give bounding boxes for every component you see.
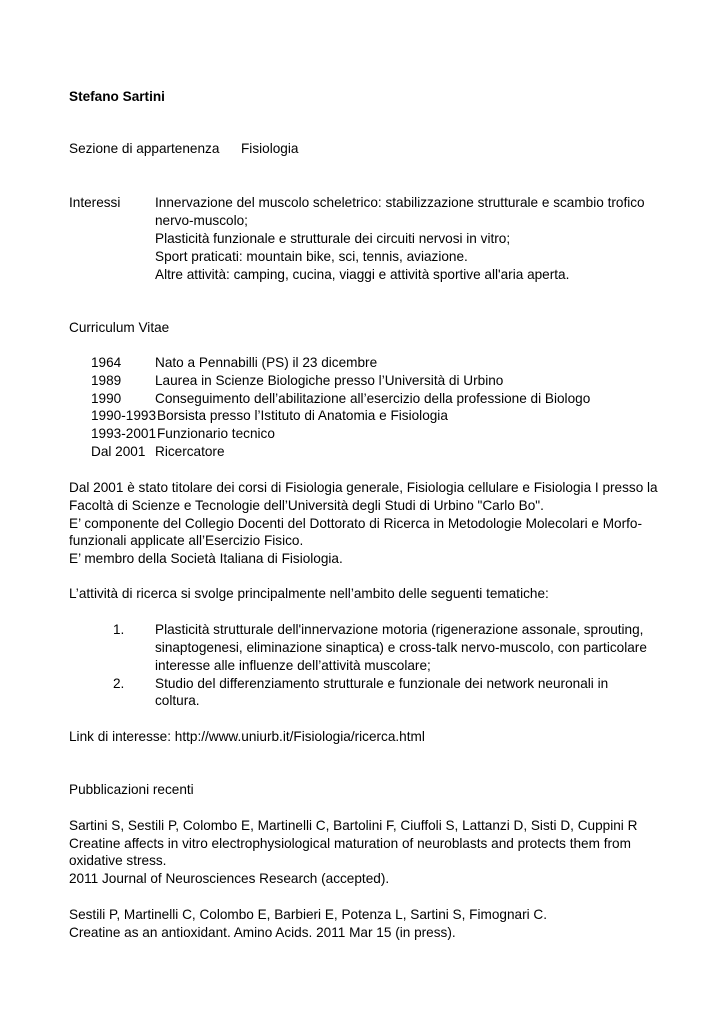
- cv-year: 1993-2001: [91, 426, 157, 441]
- cv-text: Nato a Pennabilli (PS) il 23 dicembre: [155, 355, 378, 370]
- section-label: Sezione di appartenenza: [69, 141, 220, 156]
- interests-line: nervo-muscolo;: [155, 213, 248, 228]
- paragraph-line: Dal 2001 è stato titolare dei corsi di Fisiologia generale, Fisiologia cellulare e Fisiologia I presso la: [69, 480, 658, 495]
- interests-line: Altre attività: camping, cucina, viaggi e attività sportive all'aria aperta.: [155, 267, 570, 282]
- cv-text: Funzionario tecnico: [157, 426, 275, 441]
- paragraph-line: E’ membro della Società Italiana di Fisiologia.: [69, 551, 343, 566]
- cv-year: Dal 2001: [91, 444, 146, 459]
- paragraph-line: funzionali applicate all’Esercizio Fisico.: [69, 533, 304, 548]
- cv-text: Laurea in Scienze Biologiche presso l’Università di Urbino: [155, 373, 504, 388]
- research-item-number: 1.: [113, 622, 125, 637]
- section-value: Fisiologia: [241, 141, 299, 156]
- research-item-line: coltura.: [155, 693, 200, 708]
- research-item-line: interesse alle influenze dell’attività muscolare;: [155, 658, 431, 673]
- research-intro: L’attività di ricerca si svolge principalmente nell’ambito delle seguenti tematiche:: [69, 586, 549, 601]
- research-item-line: Plasticità strutturale dell'innervazione motoria (rigenerazione assonale, sprouting,: [155, 622, 644, 637]
- cv-year: 1964: [91, 355, 122, 370]
- research-item-line: sinaptogenesi, eliminazione sinaptica) e cross-talk nervo-muscolo, con particolare: [155, 640, 647, 655]
- research-item-line: Studio del differenziamento strutturale e funzionale dei network neuronali in: [155, 676, 609, 691]
- cv-year: 1990-1993: [91, 408, 157, 423]
- interests-line: Innervazione del muscolo scheletrico: stabilizzazione strutturale e scambio trofico: [155, 195, 645, 210]
- research-item-number: 2.: [113, 676, 125, 691]
- publication-line: Creatine as an antioxidant. Amino Acids. 2011 Mar 15 (in press).: [69, 925, 456, 940]
- paragraph-line: Facoltà di Scienze e Tecnologie dell’Università degli Studi di Urbino "Carlo Bo".: [69, 498, 544, 513]
- cv-heading: Curriculum Vitae: [69, 320, 170, 335]
- publications-heading: Pubblicazioni recenti: [69, 782, 194, 797]
- interests-line: Plasticità funzionale e strutturale dei circuiti nervosi in vitro;: [155, 231, 511, 246]
- publication-line: Sartini S, Sestili P, Colombo E, Martinelli C, Bartolini F, Ciuffoli S, Lattanzi D, Sisti D, Cuppini R: [69, 818, 638, 833]
- publication-line: oxidative stress.: [69, 853, 167, 868]
- cv-text: Conseguimento dell’abilitazione all’esercizio della professione di Biologo: [155, 391, 591, 406]
- paragraph-line: E’ componente del Collegio Docenti del Dottorato di Ricerca in Metodologie Molecolari e Morfo-: [69, 516, 642, 531]
- link-of-interest: Link di interesse: http://www.uniurb.it/Fisiologia/ricerca.html: [69, 729, 425, 744]
- cv-text: Borsista presso l’Istituto di Anatomia e Fisiologia: [157, 408, 448, 423]
- cv-text: Ricercatore: [155, 444, 225, 459]
- cv-year: 1990: [91, 391, 122, 406]
- publication-line: Sestili P, Martinelli C, Colombo E, Barbieri E, Potenza L, Sartini S, Fimognari C.: [69, 907, 547, 922]
- interests-label: Interessi: [69, 195, 121, 210]
- cv-year: 1989: [91, 373, 122, 388]
- person-name: Stefano Sartini: [69, 89, 165, 104]
- publication-line: 2011 Journal of Neurosciences Research (accepted).: [69, 871, 390, 886]
- interests-line: Sport praticati: mountain bike, sci, tennis, aviazione.: [155, 249, 468, 264]
- publication-line: Creatine affects in vitro electrophysiological maturation of neuroblasts and protects them from: [69, 836, 631, 851]
